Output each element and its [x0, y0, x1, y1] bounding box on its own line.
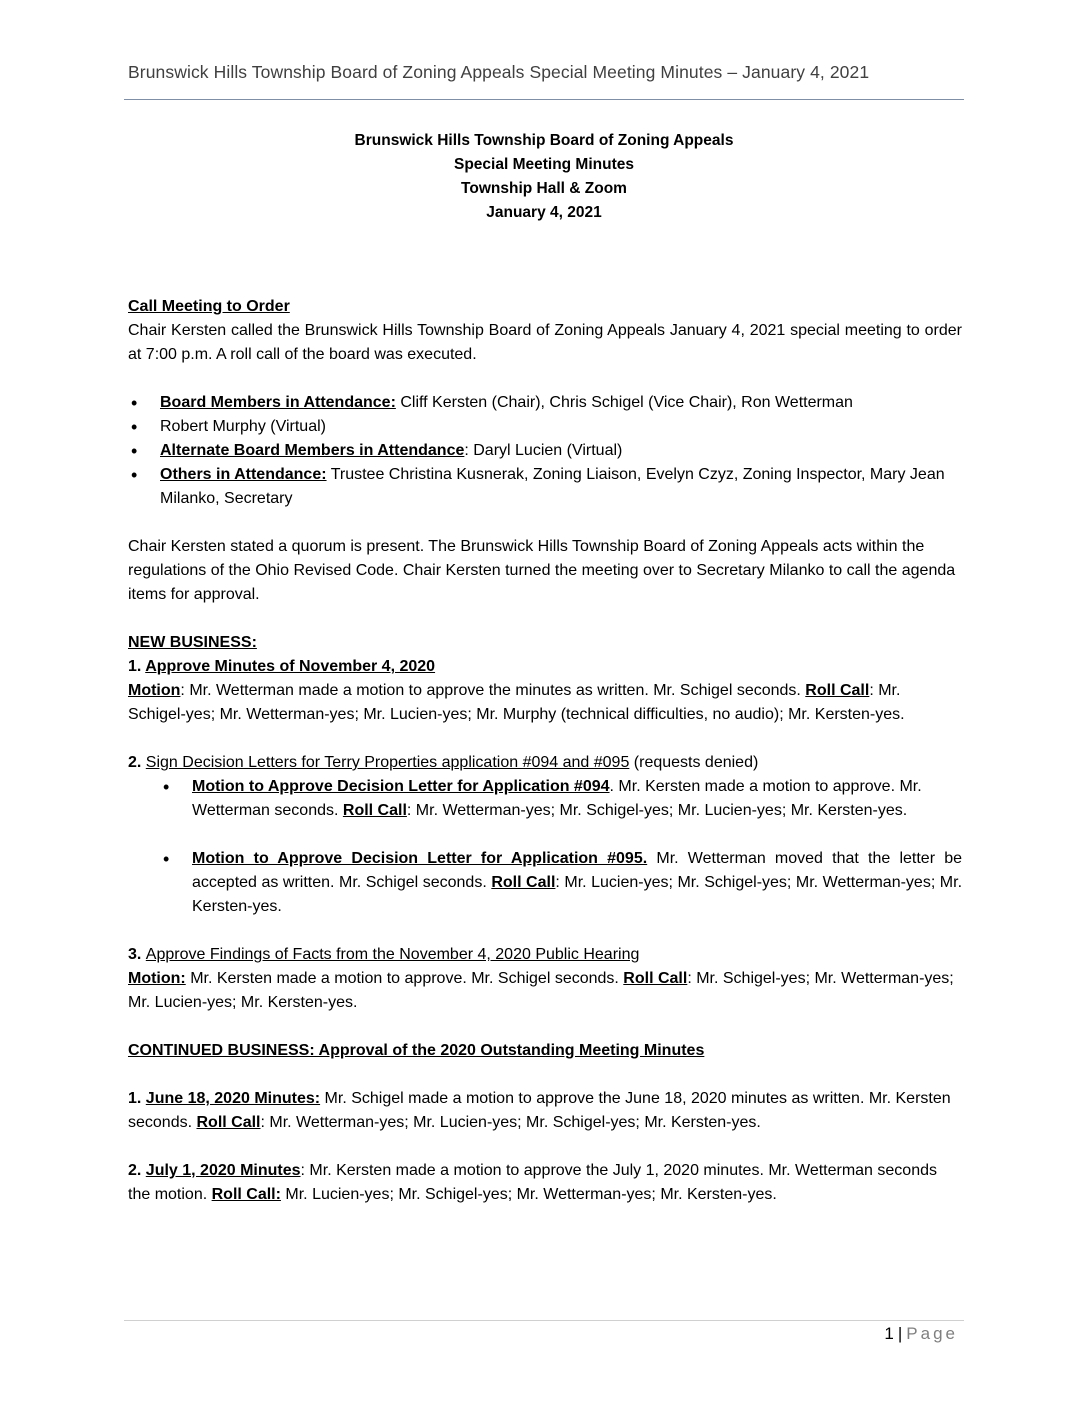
decision-letter-list [128, 775, 962, 919]
title-line-4: January 4, 2021 [486, 204, 602, 221]
attendance-label: Board Members in Attendance: [160, 394, 396, 411]
motion-text: : Mr. Kersten made a motion to approve the July 1, 2020 minutes. Mr. Wetterman seconds the motion. [128, 1162, 937, 1203]
motion-text: Mr. Schigel made a motion to approve the June 18, 2020 minutes as written. Mr. Kersten seconds. [128, 1090, 951, 1131]
title-line-2: Special Meeting Minutes [453, 156, 634, 173]
item-number: 1. [128, 1090, 146, 1107]
item-number: 2. [128, 754, 146, 771]
new-business-item-3-motion [128, 967, 962, 1015]
roll-call-label: Roll Call [342, 802, 407, 819]
motion-label: Motion to Approve Decision Letter for Application #094 [192, 778, 610, 795]
attendance-text: : Daryl Lucien (Virtual) [464, 442, 623, 459]
call-to-order-heading: Call Meeting to Order [128, 298, 290, 315]
roll-call-label: Roll Call [623, 970, 688, 987]
motion-text: : Mr. Wetterman made a motion to approve the minutes as written. Mr. Schigel seconds. [180, 682, 806, 699]
attendance-board-members [128, 391, 962, 415]
attendance-board-members-cont [128, 415, 962, 439]
continued-business-item-1 [128, 1087, 962, 1135]
motion-label: Motion: [128, 970, 186, 987]
call-to-order-text: Chair Kersten called the Brunswick Hills Township Board of Zoning Appeals January 4, 2021 special meeting to order at 7:00 p.m. A roll call of the board was executed. [128, 322, 962, 363]
roll-call-label: Roll Call [196, 1114, 261, 1131]
item-title: Approve Findings of Facts from the November 4, 2020 Public Hearing [145, 946, 640, 963]
roll-call-text: : Mr. Lucien-yes; Mr. Schigel-yes; Mr. Wetterman-yes; Mr. Kersten-yes. [192, 874, 963, 915]
attendance-others [128, 463, 962, 511]
new-business-item-1 [128, 655, 962, 679]
item-label: June 18, 2020 Minutes: [145, 1090, 321, 1107]
motion-text: Mr. Wetterman moved that the letter be accepted as written. Mr. Schigel seconds. [192, 850, 963, 891]
item-note: (requests denied) [629, 754, 759, 771]
decision-letter-094 [160, 775, 962, 823]
roll-call-text: : Mr. Wetterman-yes; Mr. Schigel-yes; Mr. Lucien-yes; Mr. Kersten-yes. [406, 802, 908, 819]
motion-text: Mr. Kersten made a motion to approve. Mr. Schigel seconds. [185, 970, 624, 987]
roll-call-text: : Mr. Wetterman-yes; Mr. Lucien-yes; Mr. Schigel-yes; Mr. Kersten-yes. [260, 1114, 761, 1131]
new-business-heading: NEW BUSINESS: [128, 634, 257, 651]
running-header: Brunswick Hills Township Board of Zoning Appeals Special Meeting Minutes – January 4, 2021 [128, 62, 870, 82]
attendance-text: Cliff Kersten (Chair), Chris Schigel (Vice Chair), Ron Wetterman [395, 394, 853, 411]
new-business-item-3 [128, 943, 962, 967]
minutes-body [128, 295, 962, 1207]
quorum-paragraph: Chair Kersten stated a quorum is present. The Brunswick Hills Township Board of Zoning Appeals acts within the regulations of the Ohio Revised Code. Chair Kersten turned the meeting over to Secretary Milanko to call the agenda items for approval. [128, 538, 956, 603]
page-footer [884, 1324, 958, 1344]
footer-divider [124, 1320, 964, 1321]
item-number: 1. [128, 658, 146, 675]
page-label: Page [906, 1324, 958, 1343]
motion-label: Motion to Approve Decision Letter for Application #095. [192, 850, 648, 867]
roll-call-label: Roll Call [805, 682, 870, 699]
item-label: July 1, 2020 Minutes [145, 1162, 301, 1179]
title-line-1: Brunswick Hills Township Board of Zoning Appeals [354, 132, 734, 149]
roll-call-text: Mr. Lucien-yes; Mr. Schigel-yes; Mr. Wetterman-yes; Mr. Kersten-yes. [280, 1186, 777, 1203]
motion-text: . Mr. Kersten made a motion to approve. Mr. Wetterman seconds. [192, 778, 922, 819]
footer-separator: | [897, 1324, 903, 1343]
document-title [128, 129, 960, 225]
continued-business-heading: CONTINUED BUSINESS: Approval of the 2020 Outstanding Meeting Minutes [128, 1042, 705, 1059]
roll-call-label: Roll Call [491, 874, 556, 891]
new-business-item-1-motion [128, 679, 962, 727]
page-number: 1 [884, 1324, 894, 1343]
attendance-alternates [128, 439, 962, 463]
attendance-label: Others in Attendance: [160, 466, 327, 483]
item-number: 3. [128, 946, 146, 963]
continued-business-item-2 [128, 1159, 962, 1207]
item-number: 2. [128, 1162, 146, 1179]
attendance-label: Alternate Board Members in Attendance [160, 442, 465, 459]
header-divider [124, 99, 964, 100]
attendance-text: Robert Murphy (Virtual) [160, 418, 326, 435]
title-line-3: Township Hall & Zoom [461, 180, 627, 197]
list-spacer [160, 823, 962, 847]
motion-label: Motion [128, 682, 181, 699]
roll-call-text: : Mr. Schigel-yes; Mr. Wetterman-yes; Mr. Lucien-yes; Mr. Murphy (technical difficulties, no audio); Mr. Kersten-yes. [128, 682, 905, 723]
attendance-text: Trustee Christina Kusnerak, Zoning Liaison, Evelyn Czyz, Zoning Inspector, Mary Jean Milanko, Secretary [160, 466, 945, 507]
item-title: Approve Minutes of November 4, 2020 [145, 658, 436, 675]
item-title: Sign Decision Letters for Terry Properties application #094 and #095 [145, 754, 630, 771]
new-business-item-2 [128, 751, 962, 775]
roll-call-text: : Mr. Schigel-yes; Mr. Wetterman-yes; Mr. Lucien-yes; Mr. Kersten-yes. [128, 970, 954, 1011]
roll-call-label: Roll Call: [211, 1186, 281, 1203]
attendance-list [128, 391, 962, 511]
decision-letter-095 [160, 847, 962, 919]
